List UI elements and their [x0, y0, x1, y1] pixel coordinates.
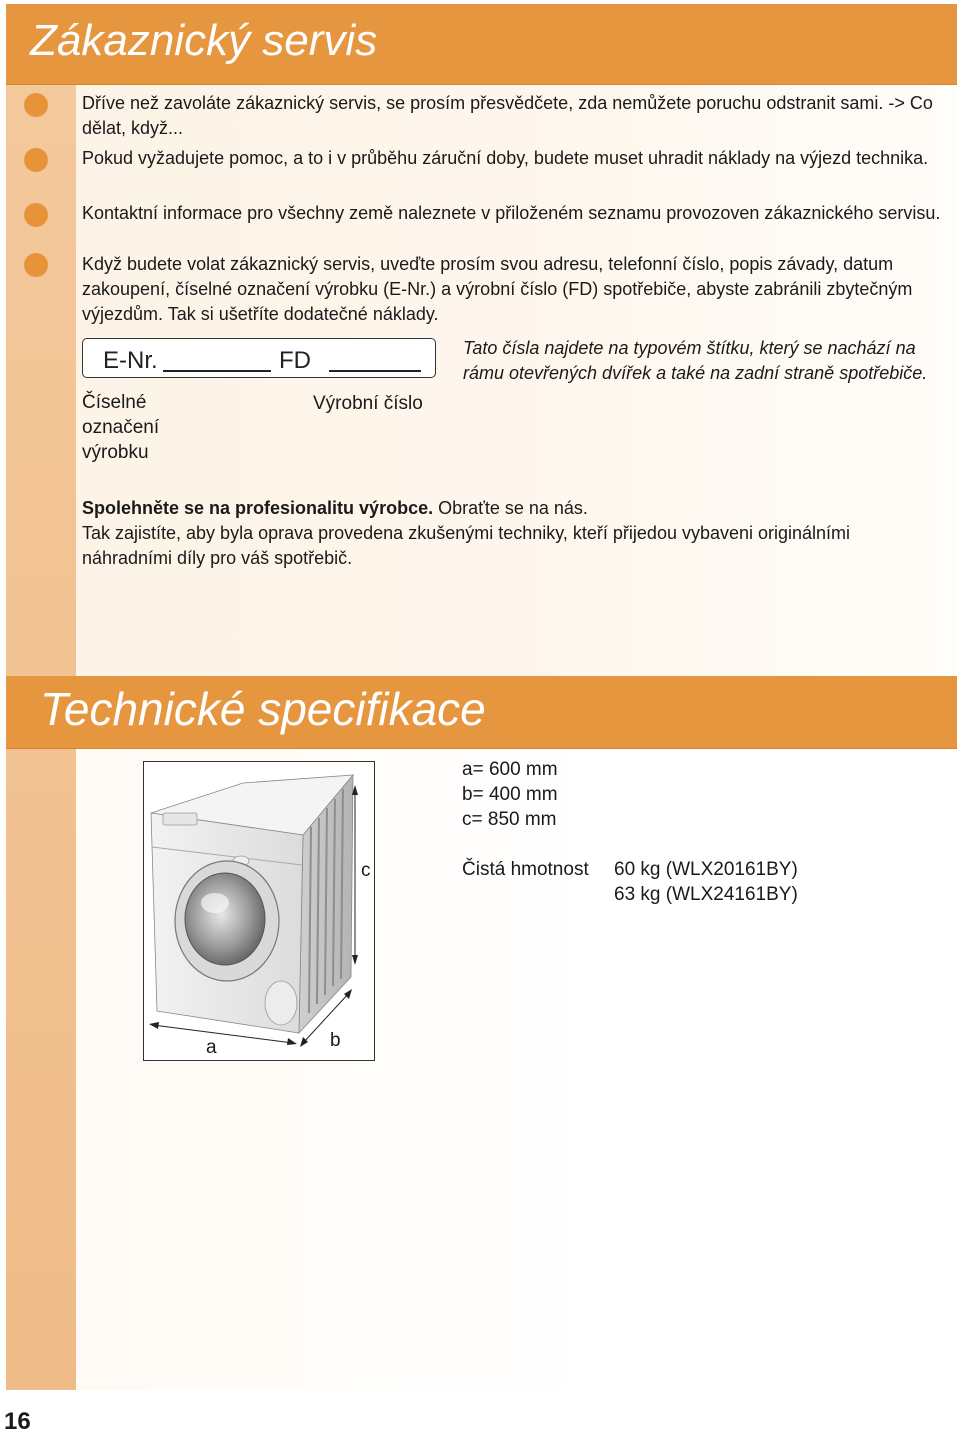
page-number: 16	[4, 1408, 31, 1435]
washing-machine-illustration	[143, 761, 375, 1061]
closing-paragraph	[82, 496, 942, 521]
dimension-spec: c= 850 mm	[462, 809, 557, 830]
dimension-spec: b= 400 mm	[462, 784, 558, 805]
dimension-spec: a= 600 mm	[462, 759, 558, 780]
paragraph: Dříve než zavoláte zákaznický servis, se prosím přesvědčete, zda nemůžete poruchu odstranit sami. -> Co dělat, když...	[82, 93, 933, 138]
net-weight-label: Čistá hmotnost	[462, 859, 589, 880]
enr-label: E-Nr.	[103, 347, 158, 374]
fd-caption: Výrobní číslo	[313, 393, 423, 414]
enr-caption: označení	[82, 417, 160, 438]
bullet-dot	[24, 203, 48, 227]
nameplate-field-box	[82, 338, 436, 378]
enr-caption: výrobku	[82, 442, 149, 463]
paragraph: Když budete volat zákaznický servis, uveďte prosím svou adresu, telefonní číslo, popis závady, datum zakoupení, číselné označení výrobku (E-Nr.) a výrobní číslo (FD) spotřebiče, abyste zabránili zbytečným výjezdům. Tak si ušetříte dodatečné náklady.	[82, 254, 913, 324]
net-weight-value: 60 kg (WLX20161BY)	[614, 859, 798, 880]
fd-blank-line	[329, 370, 421, 372]
closing-rest: Obraťte se na nás.	[433, 498, 588, 518]
nameplate-note: Tato čísla najdete na typovém štítku, který se nachází na rámu otevřených dvířek a také na zadní straně spotřebiče.	[463, 338, 928, 383]
closing-bold: Spolehněte se na profesionalitu výrobce.	[82, 498, 434, 518]
section-title: Zákaznický servis	[30, 16, 378, 65]
section-header-customer-service	[6, 4, 957, 85]
bullet-dot	[24, 93, 48, 117]
section-header-technical-specs	[6, 676, 957, 749]
paragraph: Kontaktní informace pro všechny země naleznete v přiloženém seznamu provozoven zákaznického servisu.	[82, 203, 941, 223]
bullet-dot	[24, 253, 48, 277]
paragraph: Pokud vyžadujete pomoc, a to i v průběhu záruční doby, budete muset uhradit náklady na výjezd technika.	[82, 148, 929, 168]
section-title: Technické specifikace	[40, 683, 486, 735]
closing-paragraph-2: Tak zajistíte, aby byla oprava provedena zkušenými techniky, kteří přijedou vybaveni originálními náhradními díly pro váš spotřebič.	[82, 523, 851, 568]
dimension-label-c: c	[361, 860, 371, 881]
dimension-label-b: b	[330, 1030, 341, 1051]
bullet-dot	[24, 148, 48, 172]
net-weight-value: 63 kg (WLX24161BY)	[614, 884, 798, 905]
dimension-label-a: a	[206, 1037, 217, 1058]
enr-caption: Číselné	[82, 392, 147, 413]
enr-blank-line	[163, 370, 271, 372]
fd-label: FD	[279, 347, 311, 374]
